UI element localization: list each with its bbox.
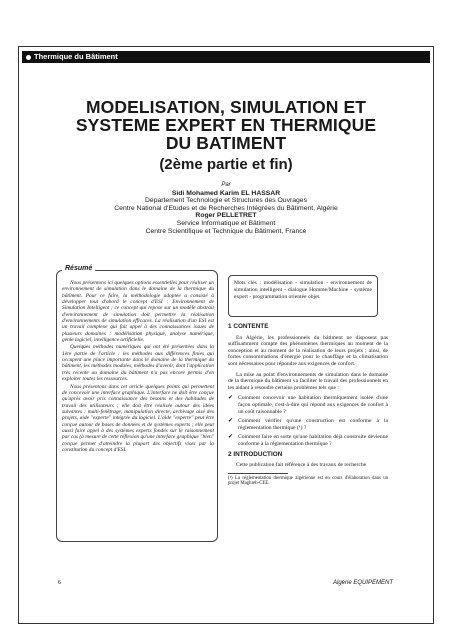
section-header bbox=[22, 51, 430, 63]
abstract-paragraph: Nous présentons ici quelques options essentielles pour réaliser un environnement de simulation dans le domaine de la thermique du bâtiment. Pour ce faire, la méthodologie adoptée a consisté à développer tout d'abord le concept d'ESI : Environnement de Simulation Intelligent ; ce concept qui repose sur un modèle abstrait d'environnement de simulation doit permettre la réalisation d'environnements de simulation efficaces. La réalisation d'un ESI est un travail complexe qui fait appel à des connaissances issues de plusieurs domaines : modélisation physique, analyse numérique, génie logiciel, intelligence artificielle. bbox=[62, 280, 214, 344]
main-column bbox=[228, 324, 388, 491]
body-paragraph: La mise au point d'environnements de simulation dans le domaine de la thermique du bâtiment va faciliter le travail des professionnels en les aidant à résoudre certains problèmes tels que : bbox=[228, 371, 388, 391]
abstract-paragraph: Nous présentons dans cet article quelques points qui permettent de concevoir une interface graphique. L'interface ne doit être conçue qu'après avoir pris connaissance des besoins et des habitudes de travail des utilisateurs ; elle doit être réalisée autour des idées suivantes : multi-fenêtrage, manipulation directe, archivage aisé des projets, aide "experte" intégrée du logiciel. L'aide "experte" peut être conçue autour de bases de données et de systèmes experts ; elle peut aussi faire appel à des systèmes experts fondés sur le raisonnement par cas (à mesure de cette réflexion qu'une interface graphique "bien" conçue permet d'atteindre la plupart des objectifs visés par la constitution du concept d'ESI. bbox=[62, 383, 214, 453]
article-title bbox=[40, 98, 412, 152]
keywords-box bbox=[228, 275, 378, 317]
section-heading-1: 1 CONTENTE bbox=[228, 323, 269, 330]
body-paragraph: Cette publication fait référence à des travaux de recherche bbox=[236, 462, 367, 469]
abstract-text bbox=[62, 280, 214, 454]
keywords-label: Mots clés : bbox=[234, 280, 262, 286]
section-heading-2: 2 INTRODUCTION bbox=[228, 450, 283, 458]
footnote: (¹) La réglementation thermique algérienne est en cours d'élaboration dans un projet Maghreb-CEE. bbox=[228, 475, 388, 487]
list-item: ✔ Comment faire en sorte qu'une habitation déjà construite devienne conforme à la réglementation thermique ? bbox=[228, 434, 388, 447]
author-2-dept: Service Informatique et Bâtiment bbox=[176, 219, 276, 227]
author-2-name: Roger PELLETRET bbox=[195, 212, 257, 220]
bullet-icon bbox=[26, 55, 31, 60]
list-item: ✔ Comment vérifier qu'une construction est conforme à la réglementation thermique (¹) ? bbox=[228, 418, 388, 431]
problem-list bbox=[228, 395, 388, 447]
body-paragraph: En Algérie, les professionnels du bâtiment ne disposent pas suffisamment compte des phénomènes thermiques au moment de la conception et au moment de la réalisation de leurs projets ; ainsi, de fortes consommations d'énergie pour le chauffage et la climatisation sont nécessaires pour répondre aux exigences de confort. bbox=[228, 334, 388, 367]
title-line-3: DU BATIMENT bbox=[165, 133, 287, 153]
author-1-institution: Centre National d'Etudes et de Recherches Intégrées du Bâtiment, Algérie bbox=[114, 204, 338, 212]
abstract-paragraph: Quelques méthodes numériques qui ont été présentées dans la 1ère partie de l'article : les méthodes aux différences finies qui occupent une place importante dans le domaine de la thermique du bâtiment, les méthodes modales, méthodes d'avenir, dont l'application très récente au domaine du bâtiment n'a pas encore permis d'en exploiter toutes les ressources. bbox=[62, 344, 214, 383]
article-subtitle: (2ème partie et fin) bbox=[159, 156, 293, 173]
title-line-2: SYSTEME EXPERT EN THERMIQUE bbox=[75, 115, 377, 135]
author-1-name: Sidi Mohamed Karim EL HASSAR bbox=[171, 189, 281, 197]
list-item: ✔ Comment concevoir une habitation thermiquement isolée d'une façon optimale, c'est-à-dire qui répond aux exigences de confort à un coût raisonnable ? bbox=[228, 395, 388, 415]
page-number: 6 bbox=[58, 580, 61, 586]
authors-block bbox=[40, 182, 412, 235]
by-label: Par bbox=[221, 182, 231, 188]
section-label: Thermique du Bâtiment bbox=[34, 52, 118, 61]
journal-name: Algérie EQUIPEMENT bbox=[333, 580, 394, 586]
footnote-divider bbox=[228, 473, 288, 474]
author-1-dept: Département Technologie et Structures des Ouvrages bbox=[145, 197, 307, 205]
abstract-heading: Résumé bbox=[62, 265, 95, 272]
keywords-text: modélisation - simulation - environnement de simulation intelligent - dialogue Homme/Machine - système expert - programmation orientée objet. bbox=[234, 280, 372, 300]
title-line-1: MODELISATION, SIMULATION ET bbox=[85, 97, 367, 117]
author-2-institution: Centre Scientifique et Technique du Bâtiment, France bbox=[145, 227, 307, 235]
